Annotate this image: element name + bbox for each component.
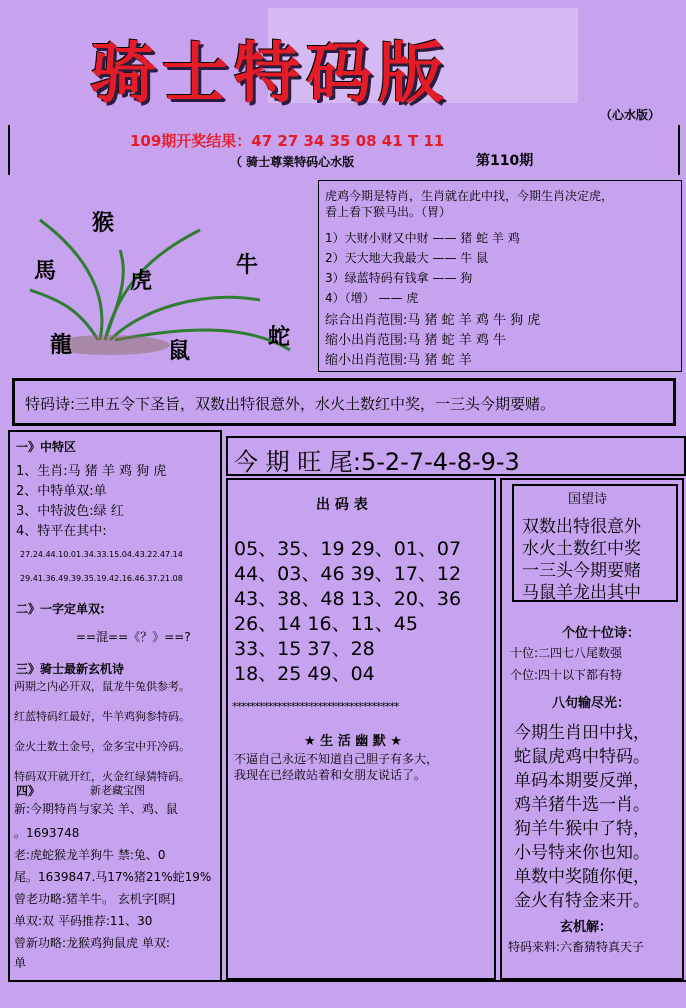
number-list: 29.41.36.49.39.35.19.42.16.46.37.21.08	[20, 574, 183, 583]
section-title: 三》骑士最新玄机诗	[16, 662, 125, 676]
poem-line: 红蓝特码红最好，牛羊鸡狗参特码。	[14, 710, 190, 723]
list-item: 2、中特单双:单	[16, 484, 107, 499]
verse-line: 今期生肖田中找，	[514, 723, 650, 743]
zodiac-horse: 馬	[34, 259, 57, 284]
table-row: 43、38、48 13、20、36	[234, 588, 462, 610]
title-block	[90, 20, 560, 120]
map-line: 尾。1639847.马17%猪21%蛇19%	[14, 870, 212, 884]
section-title: 四》	[16, 784, 41, 798]
zodiac-ox: 牛	[236, 253, 259, 278]
map-line: 单双:双 平码推荐:11、30	[14, 914, 153, 928]
zodiac-dragon: 龍	[50, 333, 73, 358]
tips-line: 看上看下猴马出。（胃）	[325, 205, 452, 219]
tips-line: 缩小出肖范围:马 猪 蛇 羊	[325, 353, 472, 368]
edition-label: （心水版）	[600, 108, 661, 122]
zodiac-rat: 鼠	[168, 339, 191, 364]
table-row: 26、14 16、11、45	[234, 613, 418, 635]
zodiac-tiger: 虎	[130, 269, 153, 294]
map-line: 单	[14, 956, 27, 970]
divider-stars: *************************************	[232, 700, 399, 713]
tips-line: 3）绿蓝特码有钱拿 —— 狗	[325, 271, 473, 285]
digits-line: 十位:二四七八尾数强	[510, 646, 623, 660]
subtitle: （ 骑士尊業特码心水版	[230, 155, 355, 169]
map-line: 老:虎蛇猴龙羊狗牛 禁:兔、0	[14, 848, 166, 862]
tips-line: 4）（增） —— 虎	[325, 291, 419, 305]
verse-line: 金火有特金来开。	[514, 891, 650, 911]
mystery-title: 玄机解：	[560, 920, 613, 935]
kingdom-poem-line: 水火土数红中奖	[522, 539, 641, 559]
page-title: 骑士特码版	[90, 34, 450, 112]
section-title: 一》中特区	[16, 440, 77, 454]
right-column	[500, 478, 684, 980]
humor-title: ★ 生 活 幽 默 ★	[304, 734, 402, 749]
table-title: 出 码 表	[316, 497, 368, 513]
list-item: 4、特平在其中:	[16, 524, 107, 539]
number-list: 27.24.44.10.01.34.33.15.04.43.22.47.14	[20, 550, 183, 559]
kingdom-poem-title: 国望诗	[568, 492, 608, 507]
tips-box	[318, 180, 682, 372]
odd-even-pick: ==混==《？》==?	[76, 630, 191, 644]
verse-line: 小号特来你也知。	[514, 843, 650, 863]
table-row: 18、25 49、04	[234, 663, 375, 685]
digits-line: 个位:四十以下都有特	[510, 668, 623, 682]
verse-line: 狗羊牛猴中了特，	[514, 819, 650, 839]
poem-line: 金火土数土金号，金多宝中开冷码。	[14, 740, 190, 753]
map-line: 曾老功略:猪羊牛。 玄机字[暝]	[14, 892, 176, 906]
special-poem-text: 特码诗:三申五令下圣旨，双数出特很意外，水火土数红中奖，一三头今期要赌。	[25, 395, 556, 413]
table-row: 05、35、19 29、01、07	[234, 538, 462, 560]
map-line: 。1693748	[14, 826, 80, 840]
tail-number-header	[226, 436, 686, 476]
poem-line: 两期之内必开双，鼠龙牛兔供参考。	[14, 680, 190, 693]
tips-line: 综合出肖范围:马 猪 蛇 羊 鸡 牛 狗 虎	[325, 313, 541, 328]
kingdom-poem-line: 双数出特很意外	[522, 517, 641, 537]
tips-line: 虎鸡今期是特肖，生肖就在此中找，今期生肖决定虎，	[325, 189, 614, 203]
number-table-box	[226, 478, 496, 980]
draw-result: 109期开奖结果：47 27 34 35 08 41 T 11	[130, 132, 445, 150]
list-item: 1、生肖:马 猪 羊 鸡 狗 虎	[16, 464, 167, 479]
kingdom-poem-line: 马鼠羊龙出其中	[522, 583, 641, 603]
tail-number-text: 今 期 旺 尾:5-2-7-4-8-9-3	[234, 448, 520, 476]
list-item: 3、中特波色:绿 红	[16, 504, 124, 519]
tips-line: 2）天大地大我最大 —— 牛 鼠	[325, 251, 489, 265]
verse-line: 鸡羊猪牛选一肖。	[514, 795, 650, 815]
special-poem	[12, 378, 676, 426]
map-line: 曾新功略:龙猴鸡狗鼠虎 单双:	[14, 936, 170, 950]
verse-line: 单码本期要反弹，	[514, 771, 650, 791]
tips-line: 1）大财小财又中财 —— 猪 蛇 羊 鸡	[325, 231, 520, 245]
table-row: 33、15 37、28	[234, 638, 375, 660]
bottom-divider	[150, 980, 686, 984]
tips-line: 缩小出肖范围:马 猪 蛇 羊 鸡 牛	[325, 333, 507, 348]
mystery-text: 特码来料:六畜猜特真天子	[508, 940, 645, 954]
poem-line: 特码双开就开红，火金红绿猜特码。	[14, 770, 190, 783]
humor-line: 不逼自己永远不知道自己胆子有多大，	[234, 752, 439, 766]
section-title: 二》一字定单双:	[16, 602, 105, 616]
kingdom-poem-line: 一三头今期要赌	[522, 561, 641, 581]
humor-line: 我现在已经敢站着和女朋友说话了。	[234, 768, 427, 782]
zodiac-monkey: 猴	[92, 211, 115, 236]
verse-line: 单数中奖随你便，	[514, 867, 650, 887]
issue-number: 第110期	[476, 153, 534, 169]
table-row: 44、03、46 39、17、12	[234, 563, 462, 585]
section-subtitle: 新老藏宝图	[90, 784, 145, 797]
map-line: 新:今期特肖与家关 羊、鸡、鼠	[14, 802, 178, 816]
left-column	[8, 430, 222, 982]
zodiac-snake: 蛇	[268, 325, 291, 350]
verse-line: 蛇鼠虎鸡中特码。	[514, 747, 650, 767]
verse-title: 八句输尽光：	[552, 696, 631, 711]
digits-title: 个位十位诗：	[562, 626, 641, 641]
